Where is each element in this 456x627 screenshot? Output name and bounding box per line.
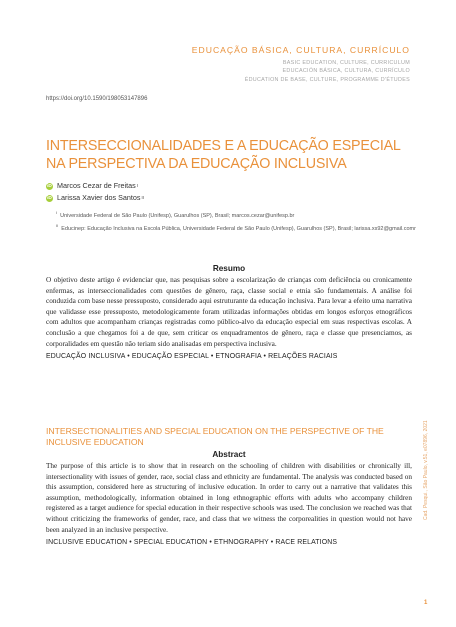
abstract-heading: Abstract	[212, 450, 246, 459]
section-translation-fr: ÉDUCATION DE BASE, CULTURE, PROGRAMME D'ÉTUDES	[244, 76, 410, 83]
affiliation-marker: II	[56, 223, 59, 229]
page-number: 1	[424, 600, 428, 606]
resumo-section	[46, 263, 412, 362]
abstract-section	[46, 449, 412, 548]
author-item	[46, 192, 144, 204]
affiliation-text: Universidade Federal de São Paulo (Unifesp), Guarulhos (SP), Brasil; marcos.cezar@unifesp.br	[60, 212, 295, 219]
section-title: EDUCAÇÃO BÁSICA, CULTURA, CURRÍCULO	[191, 45, 410, 55]
section-translation-en: BASIC EDUCATION, CULTURE, CURRICULUM	[282, 60, 410, 66]
affiliation-item	[56, 221, 416, 234]
affiliation-item	[56, 208, 416, 221]
affiliation-list	[56, 208, 416, 235]
doi-link[interactable]: https://doi.org/10.1590/198053147896	[46, 96, 148, 102]
affiliation-marker: I	[56, 210, 58, 215]
section-translation-es: EDUCACIÓN BÁSICA, CULTURA, CURRÍCULO	[282, 68, 410, 75]
orcid-icon[interactable]: iD	[47, 183, 52, 189]
orcid-icon[interactable]: iD	[47, 195, 52, 201]
author-name: Marcos Cezar de Freitas	[57, 181, 136, 190]
abstract-keywords: INCLUSIVE EDUCATION • SPECIAL EDUCATION • ETHNOGRAPHY • RACE RELATIONS	[46, 539, 338, 547]
abstract-text: The purpose of this article is to show that in research on the schooling of children with disabilities or chronically ill, intersectionality with issues of gender, race, social class and ethnicity are fundamental. The analysis was conducted based on this assumption, considered here as structuring of inclusive education. In order to carry out a narrative that validates this assumption, methodologically, information obtained in long ethnographic efforts with adults who accompany children registered as a target audience for special education in their respective schools was used. The conclusion we reached was that without criticizing the frameworks of gender, race, and class that we witness the corporealities in question would not have been analyzed in an inclusive perspective.	[46, 462, 412, 534]
affiliation-text: Educinep: Educação Inclusiva na Escola Pública, Universidade Federal de São Paulo (Unifesp), Guarulhos (SP), Brasil; larissa.xs92@gmail.comr	[61, 226, 416, 233]
author-list	[46, 180, 144, 204]
article-title: INTERSECCIONALIDADES E A EDUCAÇÃO ESPECIAL NA PERSPECTIVA DA EDUCAÇÃO INCLUSIVA	[46, 138, 401, 172]
resumo-text: O objetivo deste artigo é evidenciar que, nas pesquisas sobre a escolarização de crianças com deficiência ou cronicamente enfermas, as interseccionalidades com questões de gênero, raça, classe social e etnia são fundamentais. A análise foi conduzida com base nesse pressuposto, considerado aqui estruturante da educação inclusiva. Para levar a efeito uma narrativa que validasse esse pressuposto, metodologicamente foram utilizadas informações obtidas em longos esforços etnográficos com adultos que acompanham crianças registradas como público-alvo da educação especial em suas respectivas escolas. A conclusão a que chegamos foi a de que, sem criticar os enquadramentos de gênero, raça e classe que presenciamos, as corporalidades em questão não teriam sido analisadas em perspectiva inclusiva.	[46, 276, 412, 348]
author-affiliation-marker: II	[141, 195, 144, 200]
resumo-heading: Resumo	[212, 264, 246, 273]
author-affiliation-marker: I	[136, 183, 138, 188]
author-item	[46, 180, 144, 192]
english-title: INTERSECTIONALITIES AND SPECIAL EDUCATION ON THE PERSPECTIVE OF THE INCLUSIVE EDUCATION	[46, 426, 384, 447]
resumo-keywords: EDUCAÇÃO INCLUSIVA • EDUCAÇÃO ESPECIAL • ETNOGRAFIA • RELAÇÕES RACIAIS	[46, 353, 338, 361]
journal-citation: Cad. Pesqui., São Paulo, v.51, e07896, 2021	[423, 420, 429, 520]
section-header	[192, 44, 410, 84]
author-name: Larissa Xavier dos Santos	[57, 193, 141, 202]
